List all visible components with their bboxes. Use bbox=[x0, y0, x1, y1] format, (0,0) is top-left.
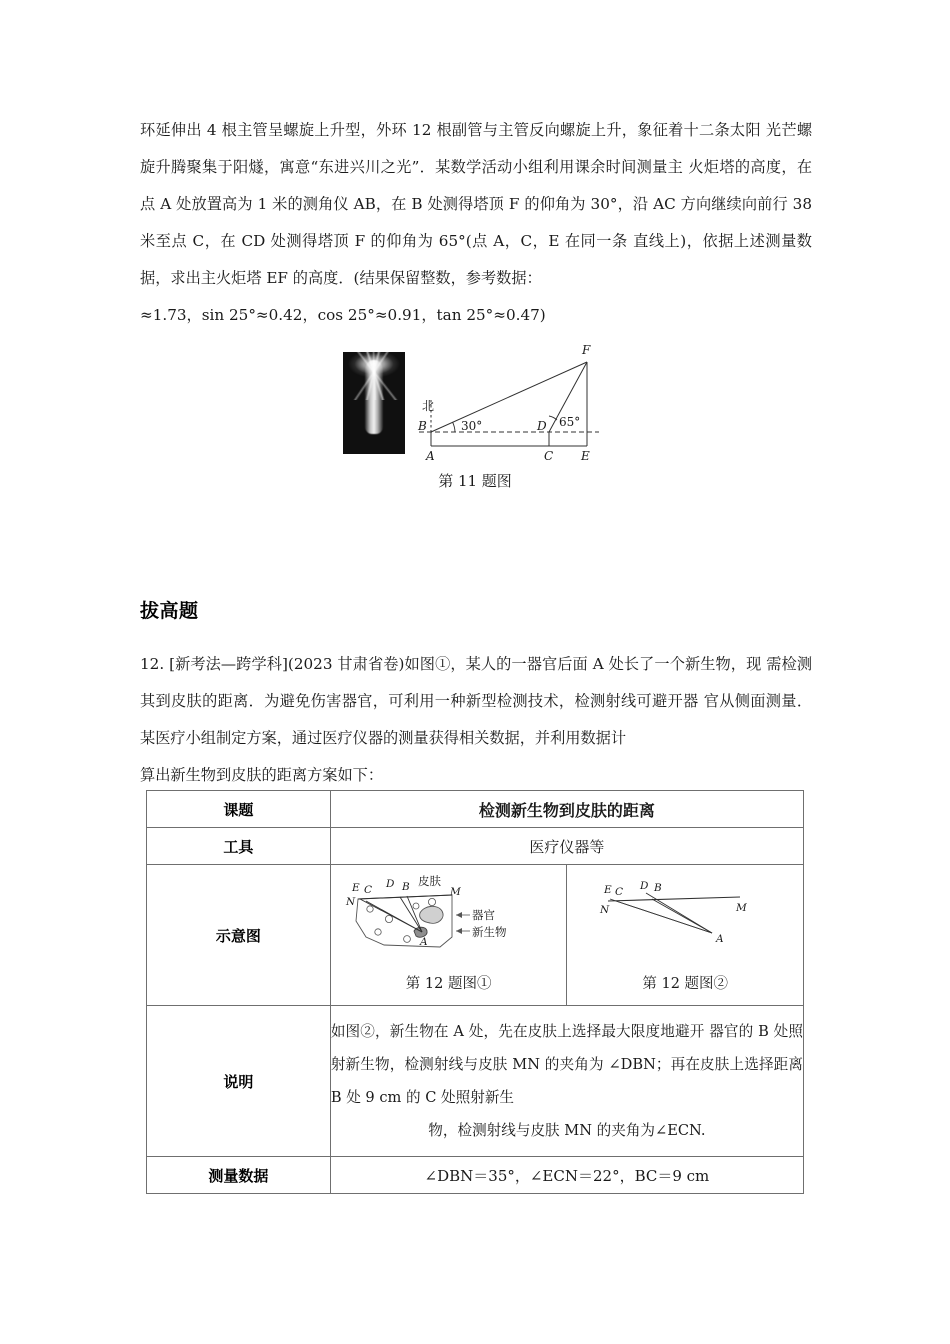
p11-line-3: 火炬塔的高度，在点 A 处放置高为 1 米的测角仪 AB，在 B 处测得塔顶 F 的仰角为 30°，沿 bbox=[140, 158, 813, 213]
diagram-1-caption: 第 12 题图① bbox=[405, 976, 492, 992]
label-E: E bbox=[604, 884, 612, 896]
label-B: B bbox=[417, 419, 427, 433]
label-M: M bbox=[736, 902, 747, 914]
p11-line-5: 直线上)，依据上述测量数据，求出主火炬塔 EF 的高度．(结果保留整数，参考数据： bbox=[140, 232, 812, 287]
label-organ: 器官 bbox=[471, 908, 495, 922]
problem-11-paragraph bbox=[140, 112, 812, 334]
diagram-cell-2 bbox=[567, 865, 804, 1006]
note-line-2: 器官的 B 处照射新生物，检测射线与皮肤 MN 的夹角为 bbox=[330, 1023, 803, 1073]
label-B: B bbox=[401, 881, 410, 893]
label-B: B bbox=[654, 882, 662, 894]
table-row-diagrams bbox=[147, 865, 804, 1006]
label-N: N bbox=[345, 896, 355, 908]
row-value-topic: 检测新生物到皮肤的距离 bbox=[330, 791, 803, 828]
label-D: D bbox=[640, 880, 649, 892]
label-M: M bbox=[449, 886, 461, 898]
p12-line-3: 官从侧面测量．某医疗小组制定方案，通过医疗仪器的测量获得相关数据，并利用数据计 bbox=[140, 692, 812, 747]
p12-line-4: 算出新生物到皮肤的距离方案如下： bbox=[140, 766, 383, 784]
label-A: A bbox=[419, 936, 428, 948]
label-angle-65: 65° bbox=[558, 415, 580, 429]
table-row-measurements bbox=[147, 1157, 804, 1194]
problem-12-diagram-1 bbox=[344, 869, 554, 965]
row-value-note bbox=[330, 1006, 803, 1157]
section-heading-advanced: 拔高题 bbox=[140, 600, 199, 622]
problem-11-figure bbox=[0, 334, 950, 464]
label-A: A bbox=[716, 933, 724, 945]
row-value-measurements: ∠DBN＝35°，∠ECN＝22°，BC＝9 cm bbox=[330, 1157, 803, 1194]
row-label-note: 说明 bbox=[147, 1006, 331, 1157]
diagram-2-caption: 第 12 题图② bbox=[642, 976, 729, 992]
label-F: F bbox=[581, 343, 590, 357]
label-skin: 皮肤 bbox=[417, 874, 441, 888]
p11-line-4: AC 方向继续向前行 38 米至点 C，在 CD 处测得塔顶 F 的仰角为 65°(点 A，C，E 在同一条 bbox=[140, 195, 813, 250]
label-north: 北 bbox=[421, 399, 434, 413]
label-D: D bbox=[385, 878, 395, 890]
label-C: C bbox=[543, 449, 553, 463]
p11-line-1: 环延伸出 4 根主管呈螺旋上升型，外环 12 根副管与主管反向螺旋上升，象征着十二条太阳 bbox=[140, 121, 761, 139]
problem-12-paragraph bbox=[140, 646, 812, 794]
p11-line-2: 光芒螺旋升腾聚集于阳燧，寓意“东进兴川之光”．某数学活动小组利用课余时间测量主 bbox=[140, 121, 813, 176]
label-D: D bbox=[536, 419, 547, 433]
note-line-4: 物，检测射线与皮肤 MN 的夹角为∠ECN. bbox=[428, 1122, 706, 1139]
label-E: E bbox=[580, 449, 590, 463]
label-angle-30: 30° bbox=[460, 419, 482, 433]
table-row-tools bbox=[147, 828, 804, 865]
label-C: C bbox=[615, 886, 624, 898]
label-E: E bbox=[351, 882, 360, 894]
p12-line-1: 12. [新考法—跨学科](2023 甘肃省卷)如图①，某人的一器官后面 A 处长了一个新生物，现 bbox=[140, 655, 762, 673]
row-label-measurements: 测量数据 bbox=[147, 1157, 331, 1194]
torch-tower-photo bbox=[343, 352, 405, 454]
row-label-topic: 课题 bbox=[147, 791, 331, 828]
p12-line-2: 需检测其到皮肤的距离．为避免伤害器官，可利用一种新型检测技术，检测射线可避开器 bbox=[140, 655, 813, 710]
note-line-1: 如图②，新生物在 A 处，先在皮肤上选择最大限度地避开 bbox=[330, 1023, 705, 1040]
problem-12-diagram-2 bbox=[590, 869, 780, 965]
label-N: N bbox=[600, 904, 610, 916]
row-label-tools: 工具 bbox=[147, 828, 331, 865]
scheme-table bbox=[146, 790, 804, 1194]
diagram-cell-1 bbox=[330, 865, 567, 1006]
label-A: A bbox=[425, 449, 435, 463]
label-C: C bbox=[363, 884, 372, 896]
problem-11-geometry-diagram bbox=[409, 334, 607, 464]
row-label-diagrams: 示意图 bbox=[147, 865, 331, 1006]
table-row-topic bbox=[147, 791, 804, 828]
note-line-3: ∠DBN；再在皮肤上选择距离 B 处 9 cm 的 C 处照射新生 bbox=[330, 1056, 803, 1106]
label-new-growth: 新生物 bbox=[471, 925, 507, 939]
row-value-tools: 医疗仪器等 bbox=[330, 828, 803, 865]
table-row-note bbox=[147, 1006, 804, 1157]
p11-line-6: ≈1.73，sin 25°≈0.42，cos 25°≈0.91，tan 25°≈0.47) bbox=[140, 306, 546, 324]
problem-11-figure-caption: 第 11 题图 bbox=[438, 472, 512, 490]
